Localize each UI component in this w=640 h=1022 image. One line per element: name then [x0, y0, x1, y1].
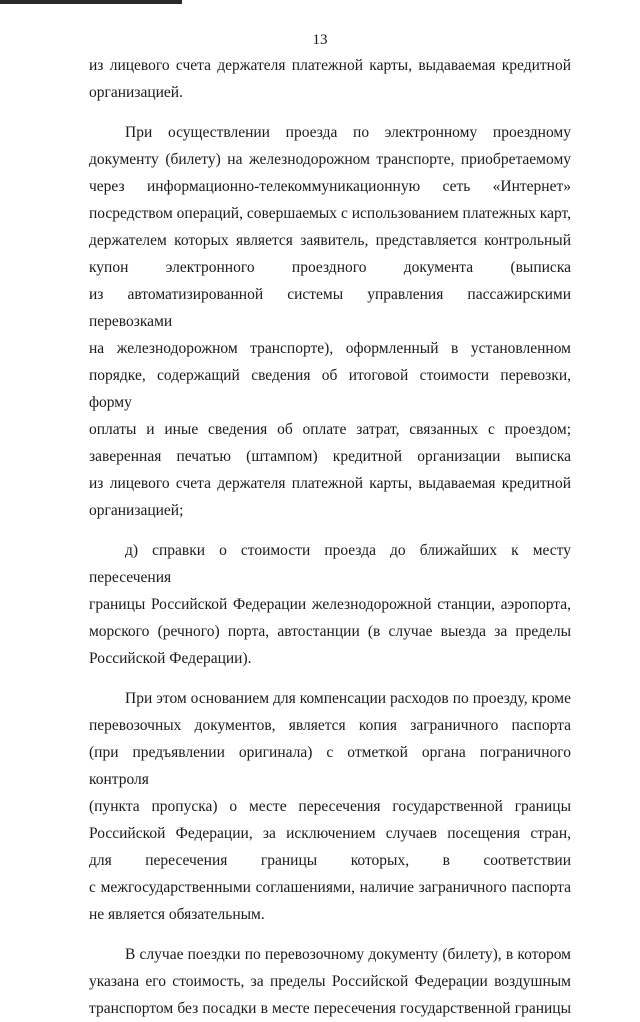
document-body — [89, 52, 571, 1022]
text-line: из автоматизированной системы управления пассажирскими перевозками — [89, 286, 571, 330]
text-line: через информационно-телекоммуникационную сеть «Интернет» — [89, 178, 571, 195]
paragraph-compensation-basis — [89, 685, 571, 928]
text-line: из лицевого счета держателя платежной карты, выдаваемая кредитной — [89, 57, 571, 74]
text-line: морского (речного) порта, автостанции (в случае выезда за пределы — [89, 623, 571, 640]
page-number: 13 — [312, 32, 328, 48]
text-line: оплаты и иные сведения об оплате затрат, связанных с проездом; — [89, 421, 571, 438]
paragraph-continuation — [89, 52, 571, 106]
text-line: организацией; — [89, 502, 184, 519]
text-line: Российской Федерации). — [89, 650, 252, 667]
text-line: перевозочных документов, является копия заграничного паспорта — [89, 717, 571, 734]
text-line: организацией. — [89, 84, 183, 101]
text-line: Российской Федерации, за исключением случаев посещения стран, — [89, 825, 571, 842]
text-line: не является обязательным. — [89, 906, 265, 923]
paragraph-electronic-ticket — [89, 119, 571, 524]
paragraph-air-travel — [89, 941, 571, 1022]
text-line: (пункта пропуска) о месте пересечения государственной границы — [89, 798, 571, 815]
text-line: держателем которых является заявитель, представляется контрольный — [89, 232, 571, 249]
text-line: границы Российской Федерации железнодорожной станции, аэропорта, — [89, 596, 571, 613]
text-line: для пересечения границы которых, в соответствии — [89, 852, 571, 869]
text-line: д) справки о стоимости проезда до ближайших к месту пересечения — [89, 542, 571, 586]
text-line: (при предъявлении оригинала) с отметкой органа пограничного контроля — [89, 744, 571, 788]
text-line: При этом основанием для компенсации расходов по проезду, кроме — [125, 690, 571, 707]
text-line: посредством операций, совершаемых с использованием платежных карт, — [89, 205, 571, 222]
text-line: При осуществлении проезда по электронному проездному — [125, 124, 571, 141]
text-line: с межгосударственными соглашениями, наличие заграничного паспорта — [89, 879, 571, 896]
text-line: В случае поездки по перевозочному документу (билету), в котором — [125, 946, 571, 963]
text-line: документу (билету) на железнодорожном транспорте, приобретаемому — [89, 151, 571, 168]
scan-edge-mark — [0, 0, 182, 4]
text-line: транспортом без посадки в месте пересечения государственной границы — [89, 1000, 571, 1017]
text-line: из лицевого счета держателя платежной карты, выдаваемая кредитной — [89, 475, 571, 492]
text-line: заверенная печатью (штампом) кредитной организации выписка — [89, 448, 571, 465]
text-line: порядке, содержащий сведения об итоговой стоимости перевозки, форму — [89, 367, 571, 411]
text-line: купон электронного проездного документа (выписка — [89, 259, 571, 276]
paragraph-item-d — [89, 537, 571, 672]
text-line: указана его стоимость, за пределы Российской Федерации воздушным — [89, 973, 571, 990]
text-line: на железнодорожном транспорте), оформленный в установленном — [89, 340, 571, 357]
